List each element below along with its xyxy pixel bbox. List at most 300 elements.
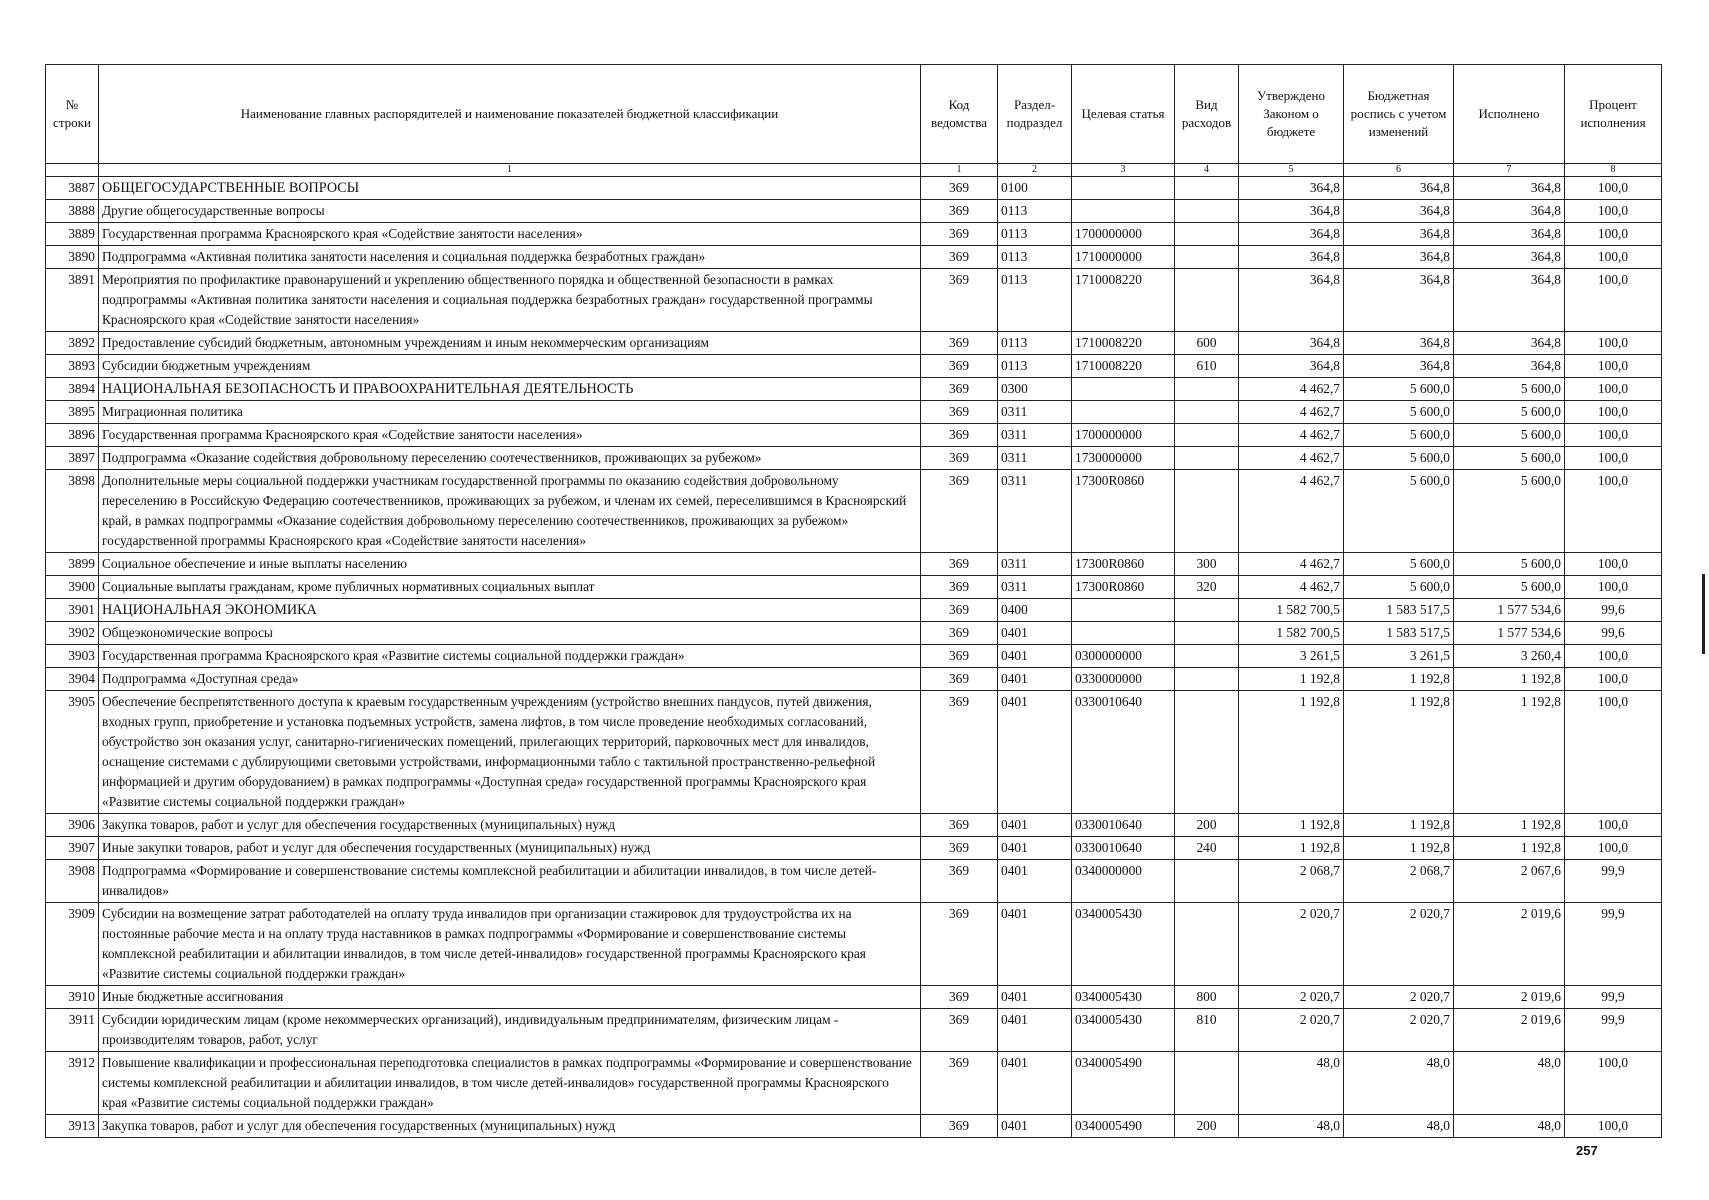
row-percent: 100,0 [1565,1115,1662,1138]
row-name: Субсидии юридическим лицам (кроме некоммерческих организаций), индивидуальным предпринимателям, физическим лицам - производителям товаров, работ, услуг [99,1009,921,1052]
row-target: 0340000000 [1072,860,1175,903]
row-target: 0340005490 [1072,1052,1175,1115]
header-budget-list: Бюджетная роспись с учетом изменений [1344,65,1454,164]
row-target [1072,401,1175,424]
row-percent: 100,0 [1565,645,1662,668]
table-row [46,860,1662,903]
row-budget-list: 1 192,8 [1344,691,1454,814]
row-number: 3911 [46,1009,99,1052]
table-row [46,332,1662,355]
row-target: 0340005430 [1072,1009,1175,1052]
row-expense-type: 610 [1175,355,1239,378]
table-row [46,223,1662,246]
row-target: 0300000000 [1072,645,1175,668]
row-section: 0311 [998,553,1072,576]
row-executed: 1 577 534,6 [1454,622,1565,645]
row-dept-code: 369 [921,269,998,332]
table-row [46,622,1662,645]
table-row [46,837,1662,860]
row-section: 0401 [998,1052,1072,1115]
row-dept-code: 369 [921,691,998,814]
row-target: 0340005490 [1072,1115,1175,1138]
row-number: 3900 [46,576,99,599]
row-budget-list: 2 020,7 [1344,986,1454,1009]
table-row [46,1115,1662,1138]
row-section: 0401 [998,986,1072,1009]
row-expense-type: 320 [1175,576,1239,599]
row-dept-code: 369 [921,576,998,599]
row-percent: 100,0 [1565,200,1662,223]
row-approved: 48,0 [1239,1052,1344,1115]
row-target [1072,622,1175,645]
table-body [46,177,1662,1138]
row-target: 1710000000 [1072,246,1175,269]
row-name: Повышение квалификации и профессиональная переподготовка специалистов в рамках подпрограммы «Формирование и совершенствование системы комплексной реабилитации и абилитации инвалидов, в том числе детей-инвалидов» государственной программы Красноярского края «Развитие системы социальной поддержки граждан» [99,1052,921,1115]
row-name: Государственная программа Красноярского края «Содействие занятости населения» [99,424,921,447]
row-section: 0401 [998,645,1072,668]
row-percent: 100,0 [1565,553,1662,576]
row-name: Обеспечение беспрепятственного доступа к краевым государственным учреждениям (устройство внешних пандусов, путей движения, входных групп, приобретение и установка подъемных устройств, замена лифтов, в том числе проведение необходимых согласований, обустройство зон оказания услуг, санитарно-гигиенических помещений, прилегающих территорий, парковочных мест для инвалидов, оснащение системами с дублирующими световыми устройствами, информационными табло с тактильной пространственно-рельефной информацией и другим оборудованием) в рамках подпрограммы «Доступная среда» государственной программы Красноярского края «Развитие системы социальной поддержки граждан» [99,691,921,814]
row-expense-type [1175,378,1239,401]
row-percent: 100,0 [1565,668,1662,691]
row-section: 0401 [998,837,1072,860]
row-approved: 4 462,7 [1239,378,1344,401]
row-target: 17300R0860 [1072,470,1175,553]
row-dept-code: 369 [921,837,998,860]
row-dept-code: 369 [921,355,998,378]
row-section: 0113 [998,223,1072,246]
row-executed: 5 600,0 [1454,378,1565,401]
table-row [46,645,1662,668]
row-number: 3899 [46,553,99,576]
row-number: 3897 [46,447,99,470]
table-row [46,177,1662,200]
colnum-6: 5 [1239,164,1344,177]
row-percent: 100,0 [1565,177,1662,200]
row-expense-type [1175,269,1239,332]
row-target: 1700000000 [1072,424,1175,447]
row-dept-code: 369 [921,645,998,668]
row-budget-list: 5 600,0 [1344,470,1454,553]
row-target: 0330010640 [1072,814,1175,837]
colnum-9: 8 [1565,164,1662,177]
row-name: Другие общегосударственные вопросы [99,200,921,223]
row-number: 3895 [46,401,99,424]
row-expense-type: 200 [1175,814,1239,837]
row-dept-code: 369 [921,1052,998,1115]
row-dept-code: 369 [921,378,998,401]
row-percent: 99,9 [1565,1009,1662,1052]
row-target [1072,177,1175,200]
row-expense-type [1175,599,1239,622]
row-dept-code: 369 [921,447,998,470]
row-number: 3896 [46,424,99,447]
row-executed: 5 600,0 [1454,576,1565,599]
row-expense-type [1175,447,1239,470]
row-budget-list: 1 583 517,5 [1344,599,1454,622]
row-target: 0330010640 [1072,837,1175,860]
row-number: 3889 [46,223,99,246]
row-name: Закупка товаров, работ и услуг для обеспечения государственных (муниципальных) нужд [99,814,921,837]
row-budget-list: 364,8 [1344,246,1454,269]
header-row-number: № строки [46,65,99,164]
row-dept-code: 369 [921,622,998,645]
row-dept-code: 369 [921,246,998,269]
row-expense-type [1175,246,1239,269]
row-section: 0311 [998,447,1072,470]
row-section: 0311 [998,424,1072,447]
table-row [46,1052,1662,1115]
row-expense-type [1175,401,1239,424]
row-name: Закупка товаров, работ и услуг для обеспечения государственных (муниципальных) нужд [99,1115,921,1138]
row-section: 0401 [998,1009,1072,1052]
row-section: 0311 [998,576,1072,599]
budget-execution-table [45,64,1662,1138]
row-budget-list: 2 020,7 [1344,1009,1454,1052]
row-expense-type [1175,691,1239,814]
row-percent: 100,0 [1565,378,1662,401]
row-budget-list: 5 600,0 [1344,378,1454,401]
row-approved: 4 462,7 [1239,470,1344,553]
row-executed: 48,0 [1454,1115,1565,1138]
row-dept-code: 369 [921,553,998,576]
row-target: 1730000000 [1072,447,1175,470]
row-executed: 1 577 534,6 [1454,599,1565,622]
row-executed: 1 192,8 [1454,814,1565,837]
page-number: 257 [1576,1143,1598,1158]
table-row [46,903,1662,986]
row-approved: 4 462,7 [1239,401,1344,424]
row-section: 0311 [998,470,1072,553]
row-section: 0300 [998,378,1072,401]
row-dept-code: 369 [921,424,998,447]
row-target [1072,200,1175,223]
row-section: 0311 [998,401,1072,424]
row-expense-type [1175,470,1239,553]
row-budget-list: 5 600,0 [1344,553,1454,576]
row-budget-list: 364,8 [1344,200,1454,223]
row-dept-code: 369 [921,814,998,837]
row-executed: 364,8 [1454,223,1565,246]
row-budget-list: 5 600,0 [1344,447,1454,470]
row-approved: 1 192,8 [1239,837,1344,860]
row-executed: 1 192,8 [1454,837,1565,860]
header-section: Раздел-подраздел [998,65,1072,164]
row-budget-list: 5 600,0 [1344,401,1454,424]
row-target: 0330010640 [1072,691,1175,814]
row-number: 3904 [46,668,99,691]
row-target: 1710008220 [1072,355,1175,378]
row-executed: 364,8 [1454,332,1565,355]
row-budget-list: 5 600,0 [1344,576,1454,599]
row-approved: 2 020,7 [1239,1009,1344,1052]
row-section: 0113 [998,355,1072,378]
row-expense-type [1175,860,1239,903]
header-expense-type: Вид расходов [1175,65,1239,164]
table-header-row [46,65,1662,164]
table-row [46,470,1662,553]
table-row [46,246,1662,269]
row-expense-type: 800 [1175,986,1239,1009]
row-executed: 2 067,6 [1454,860,1565,903]
table-row [46,355,1662,378]
scan-edge-mark [1702,574,1705,654]
row-executed: 5 600,0 [1454,424,1565,447]
row-number: 3892 [46,332,99,355]
row-number: 3909 [46,903,99,986]
row-percent: 100,0 [1565,470,1662,553]
row-section: 0113 [998,246,1072,269]
row-approved: 48,0 [1239,1115,1344,1138]
row-executed: 2 019,6 [1454,986,1565,1009]
row-name: Миграционная политика [99,401,921,424]
row-name: НАЦИОНАЛЬНАЯ БЕЗОПАСНОСТЬ И ПРАВООХРАНИТЕЛЬНАЯ ДЕЯТЕЛЬНОСТЬ [99,378,921,401]
row-name: Подпрограмма «Активная политика занятости населения и социальная поддержка безработных граждан» [99,246,921,269]
row-number: 3903 [46,645,99,668]
row-approved: 364,8 [1239,246,1344,269]
row-dept-code: 369 [921,668,998,691]
row-percent: 99,9 [1565,986,1662,1009]
row-percent: 100,0 [1565,691,1662,814]
row-budget-list: 5 600,0 [1344,424,1454,447]
row-budget-list: 2 020,7 [1344,903,1454,986]
row-percent: 100,0 [1565,814,1662,837]
row-name: НАЦИОНАЛЬНАЯ ЭКОНОМИКА [99,599,921,622]
row-executed: 364,8 [1454,177,1565,200]
row-executed: 2 019,6 [1454,903,1565,986]
row-number: 3893 [46,355,99,378]
row-percent: 99,9 [1565,903,1662,986]
row-name: Подпрограмма «Доступная среда» [99,668,921,691]
row-expense-type [1175,668,1239,691]
row-number: 3888 [46,200,99,223]
table-row [46,1009,1662,1052]
row-approved: 4 462,7 [1239,576,1344,599]
row-name: Государственная программа Красноярского края «Развитие системы социальной поддержки граждан» [99,645,921,668]
row-name: Государственная программа Красноярского края «Содействие занятости населения» [99,223,921,246]
table-row [46,986,1662,1009]
row-dept-code: 369 [921,177,998,200]
colnum-8: 7 [1454,164,1565,177]
row-budget-list: 48,0 [1344,1052,1454,1115]
column-number-row [46,164,1662,177]
row-name: Социальное обеспечение и иные выплаты населению [99,553,921,576]
row-dept-code: 369 [921,599,998,622]
row-dept-code: 369 [921,860,998,903]
row-number: 3894 [46,378,99,401]
row-approved: 364,8 [1239,200,1344,223]
row-target [1072,378,1175,401]
row-name: Подпрограмма «Оказание содействия добровольному переселению соотечественников, проживающих за рубежом» [99,447,921,470]
row-executed: 1 192,8 [1454,691,1565,814]
row-number: 3907 [46,837,99,860]
row-section: 0401 [998,860,1072,903]
row-section: 0113 [998,269,1072,332]
row-dept-code: 369 [921,401,998,424]
table-row [46,576,1662,599]
row-percent: 100,0 [1565,246,1662,269]
row-target: 1710008220 [1072,332,1175,355]
row-dept-code: 369 [921,332,998,355]
row-percent: 100,0 [1565,837,1662,860]
row-budget-list: 48,0 [1344,1115,1454,1138]
row-percent: 100,0 [1565,576,1662,599]
header-executed: Исполнено [1454,65,1565,164]
row-budget-list: 1 192,8 [1344,837,1454,860]
row-approved: 1 582 700,5 [1239,599,1344,622]
row-number: 3913 [46,1115,99,1138]
row-target: 0330000000 [1072,668,1175,691]
row-approved: 2 068,7 [1239,860,1344,903]
row-name: Социальные выплаты гражданам, кроме публичных нормативных социальных выплат [99,576,921,599]
row-expense-type [1175,424,1239,447]
row-executed: 3 260,4 [1454,645,1565,668]
row-section: 0401 [998,903,1072,986]
row-name: Субсидии на возмещение затрат работодателей на оплату труда инвалидов при организации стажировок для трудоустройства их на постоянные рабочие места и на оплату труда наставников в рамках подпрограммы «Формирование и совершенствование системы комплексной реабилитации и абилитации инвалидов, в том числе детей-инвалидов» государственной программы Красноярского края «Развитие системы социальной поддержки граждан» [99,903,921,986]
row-expense-type [1175,200,1239,223]
row-executed: 1 192,8 [1454,668,1565,691]
row-approved: 364,8 [1239,177,1344,200]
colnum-3: 2 [998,164,1072,177]
table-row [46,814,1662,837]
row-expense-type: 240 [1175,837,1239,860]
row-section: 0100 [998,177,1072,200]
row-target: 0340005430 [1072,903,1175,986]
row-name: Иные закупки товаров, работ и услуг для обеспечения государственных (муниципальных) нужд [99,837,921,860]
row-target [1072,599,1175,622]
row-expense-type [1175,223,1239,246]
row-number: 3890 [46,246,99,269]
row-budget-list: 364,8 [1344,332,1454,355]
row-percent: 100,0 [1565,401,1662,424]
row-expense-type [1175,177,1239,200]
row-number: 3905 [46,691,99,814]
row-target: 17300R0860 [1072,576,1175,599]
row-approved: 4 462,7 [1239,424,1344,447]
row-executed: 48,0 [1454,1052,1565,1115]
row-percent: 99,6 [1565,622,1662,645]
table-row [46,691,1662,814]
row-section: 0401 [998,691,1072,814]
row-target: 0340005430 [1072,986,1175,1009]
header-name: Наименование главных распорядителей и наименование показателей бюджетной классификации [99,65,921,164]
colnum-7: 6 [1344,164,1454,177]
table-row [46,269,1662,332]
colnum-2: 1 [921,164,998,177]
row-expense-type [1175,903,1239,986]
row-section: 0113 [998,200,1072,223]
row-number: 3891 [46,269,99,332]
row-number: 3901 [46,599,99,622]
row-percent: 100,0 [1565,223,1662,246]
header-dept-code: Код ведомства [921,65,998,164]
colnum-0 [46,164,99,177]
colnum-1: 1 [99,164,921,177]
row-number: 3902 [46,622,99,645]
row-target: 1700000000 [1072,223,1175,246]
header-percent: Процент исполнения [1565,65,1662,164]
table-row [46,599,1662,622]
row-approved: 2 020,7 [1239,903,1344,986]
row-section: 0113 [998,332,1072,355]
table-row [46,668,1662,691]
row-expense-type [1175,1052,1239,1115]
row-budget-list: 364,8 [1344,355,1454,378]
row-target: 1710008220 [1072,269,1175,332]
row-section: 0401 [998,814,1072,837]
row-number: 3908 [46,860,99,903]
row-expense-type: 600 [1175,332,1239,355]
row-number: 3906 [46,814,99,837]
table-row [46,401,1662,424]
row-executed: 5 600,0 [1454,447,1565,470]
row-section: 0401 [998,1115,1072,1138]
row-section: 0401 [998,622,1072,645]
row-number: 3898 [46,470,99,553]
row-dept-code: 369 [921,903,998,986]
row-budget-list: 364,8 [1344,223,1454,246]
row-executed: 2 019,6 [1454,1009,1565,1052]
colnum-5: 4 [1175,164,1239,177]
row-expense-type: 200 [1175,1115,1239,1138]
row-name: Субсидии бюджетным учреждениям [99,355,921,378]
row-executed: 364,8 [1454,355,1565,378]
row-expense-type: 810 [1175,1009,1239,1052]
row-budget-list: 2 068,7 [1344,860,1454,903]
row-dept-code: 369 [921,200,998,223]
row-dept-code: 369 [921,470,998,553]
row-expense-type [1175,645,1239,668]
row-percent: 99,6 [1565,599,1662,622]
row-section: 0400 [998,599,1072,622]
row-executed: 5 600,0 [1454,553,1565,576]
row-dept-code: 369 [921,1115,998,1138]
table-row [46,378,1662,401]
row-executed: 364,8 [1454,246,1565,269]
row-expense-type: 300 [1175,553,1239,576]
row-budget-list: 3 261,5 [1344,645,1454,668]
row-approved: 4 462,7 [1239,553,1344,576]
row-approved: 2 020,7 [1239,986,1344,1009]
row-executed: 364,8 [1454,200,1565,223]
row-approved: 364,8 [1239,269,1344,332]
row-percent: 100,0 [1565,1052,1662,1115]
row-budget-list: 1 192,8 [1344,814,1454,837]
row-approved: 4 462,7 [1239,447,1344,470]
row-dept-code: 369 [921,986,998,1009]
table-row [46,447,1662,470]
row-budget-list: 364,8 [1344,177,1454,200]
row-name: Подпрограмма «Формирование и совершенствование системы комплексной реабилитации и абилитации инвалидов, в том числе детей-инвалидов» [99,860,921,903]
row-approved: 364,8 [1239,332,1344,355]
row-name: Иные бюджетные ассигнования [99,986,921,1009]
row-approved: 364,8 [1239,355,1344,378]
row-expense-type [1175,622,1239,645]
colnum-4: 3 [1072,164,1175,177]
row-section: 0401 [998,668,1072,691]
table-row [46,553,1662,576]
row-name: Общеэкономические вопросы [99,622,921,645]
row-dept-code: 369 [921,223,998,246]
row-approved: 364,8 [1239,223,1344,246]
row-percent: 99,9 [1565,860,1662,903]
row-percent: 100,0 [1565,355,1662,378]
row-number: 3887 [46,177,99,200]
row-name: Мероприятия по профилактике правонарушений и укреплению общественного порядка и общественной безопасности в рамках подпрограммы «Активная политика занятости населения и социальная поддержка безработных граждан» государственной программы Красноярского края «Содействие занятости населения» [99,269,921,332]
header-approved: Утверждено Законом о бюджете [1239,65,1344,164]
row-approved: 1 192,8 [1239,691,1344,814]
table-row [46,200,1662,223]
